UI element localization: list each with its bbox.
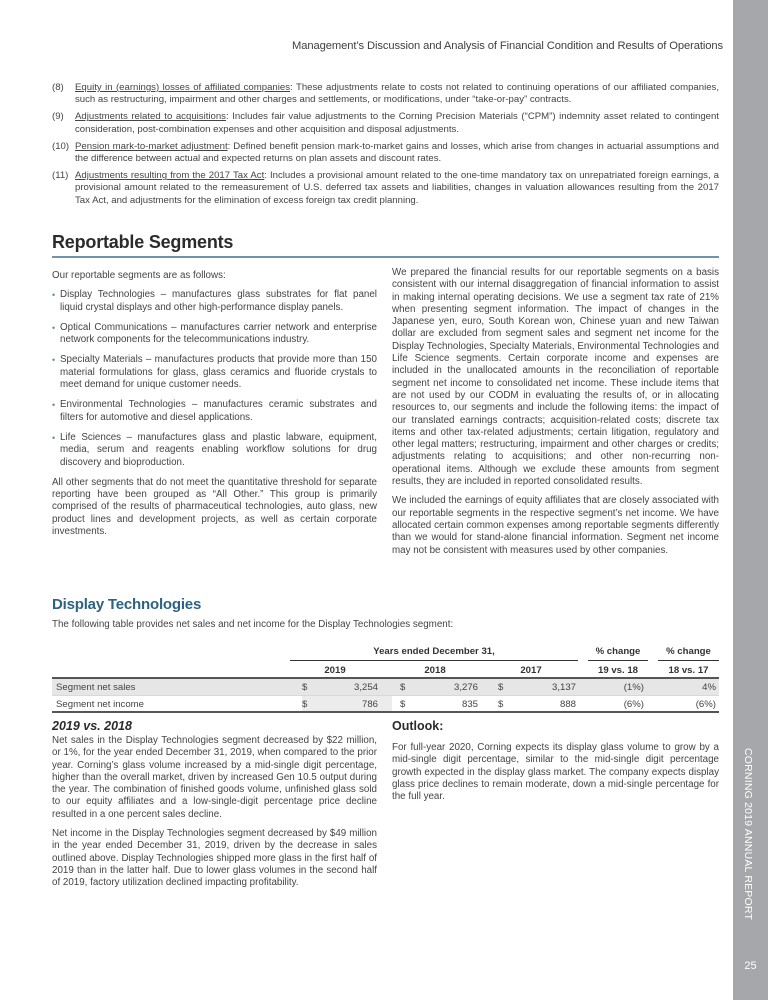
segments-intro: Our reportable segments are as follows: [52, 270, 226, 281]
heading-rule [52, 256, 719, 258]
footnote-text: : Defined benefit pension mark-to-market gains and losses, which arise from changes in actuarial assumptions and the difference between actual and expected returns on plan assets and discount rates. [75, 140, 719, 165]
footnote-term: Adjustments related to acquisitions [75, 111, 226, 123]
bullet-icon: • [52, 290, 56, 301]
value-2018: 835 [461, 699, 478, 710]
year-header-2018: 2018 [424, 665, 446, 676]
footnote-number: (9) [52, 111, 64, 123]
header-underline [588, 660, 648, 661]
table-group-header-row [52, 646, 719, 662]
pct-sub-header-1: 19 vs. 18 [597, 665, 638, 676]
footnote-text: : Includes a provisional amount related to the one-time mandatory tax on unrepatriated foreign earnings, a provisional amount related to the remeasurement of U.S. deferred tax assets and liabilities, changes in valuation allowances resulting from the 2017 Tax Act, and adjustments for the elimination of excess foreign tax credit planning. [75, 170, 720, 206]
footnote-11 [52, 170, 719, 207]
value-2019: 786 [361, 699, 378, 710]
segment-bullet: • Optical Communications – manufactures carrier network and enterprise network components for the telecommunications industry. [52, 321, 377, 346]
footnote-term: Equity in (earnings) losses of affiliated companies [75, 82, 291, 93]
bullet-icon: • [52, 400, 56, 411]
segments-right-column [392, 267, 719, 564]
all-other-paragraph: All other segments that do not meet the quantitative threshold for separate reporting have been grouped as “All Other.” This group is primarily comprised of the results of pharmaceutical technologies, auto glass, new product lines and development projects, as well as certain corporate investments. [52, 476, 377, 538]
currency-symbol: $ [498, 699, 504, 710]
bullet-icon: • [52, 432, 56, 443]
page-number: 25 [744, 960, 757, 972]
footnote-9 [52, 111, 719, 135]
subheading-outlook: Outlook: [392, 719, 444, 733]
footnote-term: Adjustments resulting from the 2017 Tax Act [75, 170, 265, 182]
currency-symbol: $ [302, 699, 308, 710]
footnote-number: (10) [52, 140, 70, 152]
currency-symbol: $ [302, 682, 308, 693]
table-subheader-row [52, 662, 719, 679]
bullet-icon: • [52, 322, 56, 333]
pct-change-18-vs-17: 4% [702, 682, 716, 693]
pct-change-header-1: % change [595, 646, 641, 657]
year-header-2017: 2017 [520, 665, 542, 676]
equity-affiliates-paragraph: We included the earnings of equity affiliates that are closely associated with our reportable segments in the respective segment’s net income. We have allocated certain common expenses among reportable segments differently than we would for stand-alone financial information. Segment net income may not be consistent with measures used by other companies. [392, 495, 719, 556]
currency-symbol: $ [498, 682, 504, 693]
header-underline [658, 660, 719, 661]
section-heading-reportable-segments: Reportable Segments [52, 232, 234, 252]
footnote-8 [52, 82, 719, 106]
segment-bullet: • Life Sciences – manufactures glass and plastic labware, equipment, media, serum and reagents enabling workflow solutions for drug discovery and bioproduction. [52, 431, 377, 468]
pct-change-19-vs-18: (6%) [623, 699, 644, 710]
footnote-text: : Includes fair value adjustments to the Corning Precision Materials (“CPM”) indemnity asset related to contingent consideration, post-combination expenses and other acquisition and disposal adjustments. [75, 111, 720, 135]
outlook-paragraph: For full-year 2020, Corning expects its display glass volume to grow by a mid-single digit percentage, similar to the mid-single digit percentage growth expected in the display glass market. The company expects display glass price declines to remain moderate, down a mid-single percentage for the full year. [392, 742, 719, 803]
footnote-text: : These adjustments relate to costs not related to continuing operations of our affiliated companies, such as restructuring, impairment and other charges and settlements, or modifications, under “take-or-pay” contracts. [75, 82, 719, 106]
segment-bullet: • Specialty Materials – manufactures products that provide more than 150 material formulations for glass, glass ceramics and fluoride crystals to meet demand for unique customer needs. [52, 354, 377, 391]
footnote-number: (11) [52, 170, 69, 182]
footnote-term: Pension mark-to-market adjustment [75, 140, 228, 152]
currency-symbol: $ [400, 682, 406, 693]
year-header-2019: 2019 [324, 665, 346, 676]
table-row [52, 679, 719, 696]
net-sales-paragraph: Net sales in the Display Technologies segment decreased by $22 million, or 1%, for the year ended December 31, 2019, when compared to the prior year. Corning’s glass volume increased by a mid-single digit percentage, higher than the overall market, driven by increased Gen 10.5 output during the year. The combination of finished goods volume, unfinished glass sold to our equity affiliates and a low-single-digit percentage price decline resulted in a one percent sales decline. [52, 735, 377, 820]
row-label: Segment net sales [56, 682, 136, 693]
segments-basis-paragraph: We prepared the financial results for our reportable segments on a basis consistent with our internal disaggregation of financial information to assist in making internal operating decisions. We use a segment tax rate of 21% when presenting segment information. The impact of changes in the Japanese yen, euro, South Korean won, Chinese yuan and new Taiwan dollar are excluded from segment sales and segment net income for the Display Technologies, Specialty Materials, Environmental Technologies and Life Science segments. Certain corporate income and expenses are included in the unallocated amounts in the reconciliation of reportable segment net income to consolidated net income. These include items that are not used by our CODM in evaluating the results of, or in allocating resources to, our segments and include the following items: the impact of our translated earnings contracts; acquisition-related costs; discrete tax items and other tax-related adjustments; certain litigation, regulatory and other legal matters; restructuring, impairment and other charges or credits; adjustments relating to acquisitions; and other non-recurring non-operational items. Although we exclude these amounts from segment results, they are included in reported consolidated results. [392, 267, 719, 488]
footnote-number: (8) [52, 82, 64, 93]
pct-change-header-2: % change [666, 646, 711, 657]
section-heading-display-technologies: Display Technologies [52, 596, 202, 613]
pct-change-19-vs-18: (1%) [623, 682, 644, 693]
table-row [52, 696, 719, 713]
running-header: Management’s Discussion and Analysis of Financial Condition and Results of Operations [292, 40, 723, 52]
footnote-10 [52, 141, 719, 165]
net-income-paragraph: Net income in the Display Technologies segment decreased by $49 million in the year ended December 31, 2019, driven by the decrease in sales outlined above. Display Technologies shipped more glass in the first half of 2019 than in the latter half. Due to lower glass volumes in the second half of 2019, factory utilization declined impacting profitability. [52, 828, 377, 889]
segments-left-column [52, 270, 377, 545]
segment-bullet: • Display Technologies – manufactures glass substrates for flat panel liquid crystal displays and other high-performance display panels. [52, 289, 377, 313]
display-technologies-table [52, 646, 719, 713]
bullet-icon: • [52, 355, 56, 366]
header-underline [290, 660, 578, 661]
report-title-vertical: CORNING 2019 ANNUAL REPORT [742, 748, 754, 921]
pct-change-18-vs-17: (6%) [695, 699, 716, 710]
comparison-text [52, 735, 377, 897]
footnotes [52, 82, 719, 212]
display-table-intro: The following table provides net sales and net income for the Display Technologies segment: [52, 619, 454, 630]
value-2019: 3,254 [353, 682, 378, 693]
subheading-2019-vs-2018: 2019 vs. 2018 [52, 719, 132, 733]
years-group-header: Years ended December 31, [373, 646, 495, 657]
value-2018: 3,276 [453, 682, 478, 693]
row-label: Segment net income [56, 699, 144, 710]
currency-symbol: $ [400, 699, 406, 710]
value-2017: 3,137 [551, 682, 576, 693]
value-2017: 888 [559, 699, 576, 710]
segment-bullet: • Environmental Technologies – manufactures ceramic substrates and filters for automotive and diesel applications. [52, 399, 377, 423]
side-band [733, 0, 768, 1000]
pct-sub-header-2: 18 vs. 17 [668, 665, 709, 676]
